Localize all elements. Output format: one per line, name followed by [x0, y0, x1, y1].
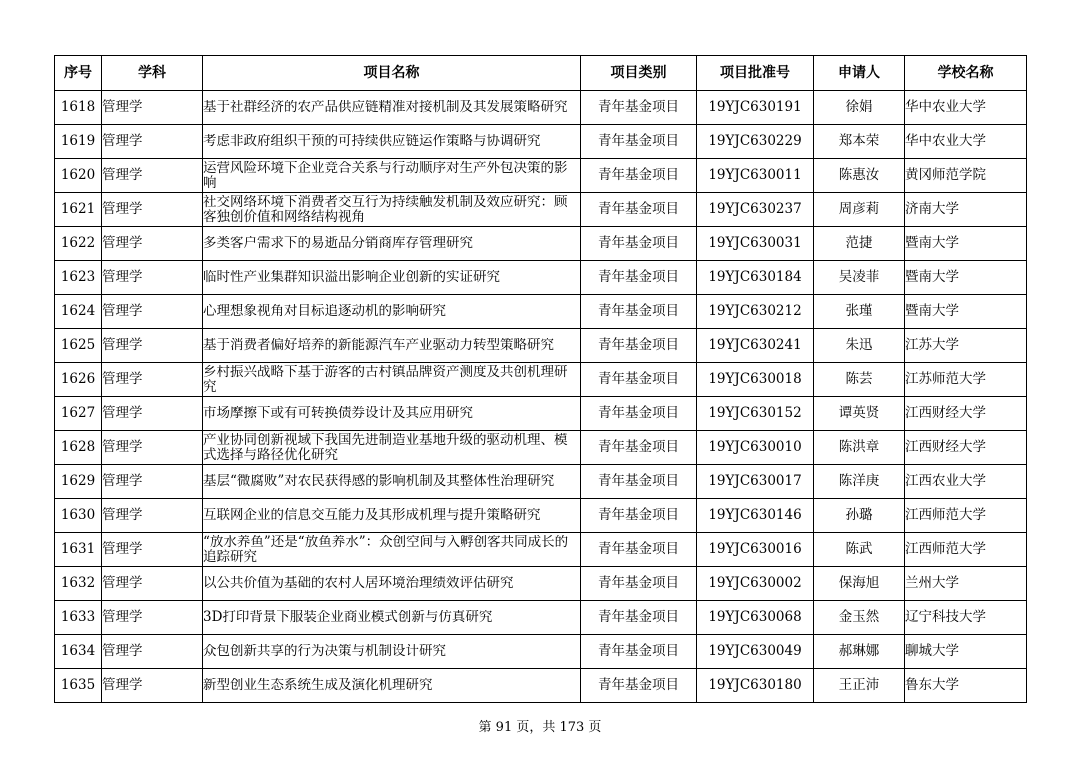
- cell-subject: 管理学: [102, 431, 203, 465]
- cell-project-name: [203, 295, 581, 329]
- cell-project-type: 青年基金项目: [581, 261, 697, 295]
- cell-subject: 管理学: [102, 499, 203, 533]
- cell-serial-number: 1632: [55, 567, 102, 601]
- cell-applicant: 周彦莉: [814, 193, 905, 227]
- cell-subject: 管理学: [102, 91, 203, 125]
- cell-project-type: 青年基金项目: [581, 363, 697, 397]
- cell-subject: 管理学: [102, 669, 203, 703]
- cell-approval-number: 19YJC630068: [697, 601, 814, 635]
- cell-subject: 管理学: [102, 567, 203, 601]
- cell-approval-number: 19YJC630241: [697, 329, 814, 363]
- cell-approval-number: 19YJC630212: [697, 295, 814, 329]
- cell-applicant: 谭英贤: [814, 397, 905, 431]
- cell-subject: 管理学: [102, 635, 203, 669]
- cell-subject: 管理学: [102, 363, 203, 397]
- project-name-text: 众包创新共享的行为决策与机制设计研究: [203, 644, 446, 659]
- cell-applicant: 吴凌菲: [814, 261, 905, 295]
- cell-project-name: [203, 193, 581, 227]
- cell-applicant: 陈洪章: [814, 431, 905, 465]
- cell-subject: 管理学: [102, 193, 203, 227]
- cell-serial-number: 1627: [55, 397, 102, 431]
- cell-approval-number: 19YJC630146: [697, 499, 814, 533]
- project-name-text: 以公共价值为基础的农村人居环境治理绩效评估研究: [203, 576, 514, 591]
- cell-school-name: 兰州大学: [905, 567, 1027, 601]
- cell-approval-number: 19YJC630002: [697, 567, 814, 601]
- cell-subject: 管理学: [102, 397, 203, 431]
- cell-project-type: 青年基金项目: [581, 533, 697, 567]
- project-name-text: 产业协同创新视域下我国先进制造业基地升级的驱动机理、模式选择与路径优化研究: [203, 432, 568, 463]
- cell-subject: 管理学: [102, 533, 203, 567]
- cell-project-name: [203, 669, 581, 703]
- project-name-text: 市场摩擦下或有可转换债券设计及其应用研究: [203, 406, 473, 421]
- cell-school-name: 江西财经大学: [905, 431, 1027, 465]
- cell-project-name: [203, 533, 581, 567]
- table-body: [55, 91, 1027, 703]
- cell-project-type: 青年基金项目: [581, 499, 697, 533]
- cell-project-name: [203, 125, 581, 159]
- cell-school-name: 辽宁科技大学: [905, 601, 1027, 635]
- cell-project-type: 青年基金项目: [581, 465, 697, 499]
- cell-approval-number: 19YJC630049: [697, 635, 814, 669]
- project-table: [54, 55, 1027, 703]
- header-subject: 学科: [102, 56, 203, 91]
- table-row: [55, 159, 1027, 193]
- cell-serial-number: 1635: [55, 669, 102, 703]
- cell-project-name: [203, 261, 581, 295]
- table-row: [55, 635, 1027, 669]
- project-name-text: 互联网企业的信息交互能力及其形成机理与提升策略研究: [203, 508, 541, 523]
- cell-project-type: 青年基金项目: [581, 431, 697, 465]
- table-row: [55, 431, 1027, 465]
- cell-serial-number: 1634: [55, 635, 102, 669]
- cell-school-name: 聊城大学: [905, 635, 1027, 669]
- header-project-name: 项目名称: [203, 56, 581, 91]
- cell-applicant: 陈洋庚: [814, 465, 905, 499]
- cell-project-name: [203, 465, 581, 499]
- cell-serial-number: 1625: [55, 329, 102, 363]
- table-row: [55, 533, 1027, 567]
- table-row: [55, 363, 1027, 397]
- header-school-name: 学校名称: [905, 56, 1027, 91]
- cell-project-name: [203, 635, 581, 669]
- table-row: [55, 227, 1027, 261]
- cell-school-name: 暨南大学: [905, 227, 1027, 261]
- header-applicant: 申请人: [814, 56, 905, 91]
- cell-project-type: 青年基金项目: [581, 669, 697, 703]
- cell-project-type: 青年基金项目: [581, 125, 697, 159]
- cell-approval-number: 19YJC630031: [697, 227, 814, 261]
- cell-applicant: 郝琳娜: [814, 635, 905, 669]
- cell-project-name: [203, 499, 581, 533]
- cell-school-name: 鲁东大学: [905, 669, 1027, 703]
- cell-applicant: 金玉然: [814, 601, 905, 635]
- cell-serial-number: 1626: [55, 363, 102, 397]
- cell-applicant: 陈惠汝: [814, 159, 905, 193]
- cell-approval-number: 19YJC630016: [697, 533, 814, 567]
- table-row: [55, 397, 1027, 431]
- cell-school-name: 华中农业大学: [905, 125, 1027, 159]
- cell-applicant: 徐娟: [814, 91, 905, 125]
- cell-project-name: [203, 363, 581, 397]
- cell-applicant: 张瑾: [814, 295, 905, 329]
- cell-subject: 管理学: [102, 159, 203, 193]
- cell-project-name: [203, 91, 581, 125]
- project-name-text: “放水养鱼”还是“放鱼养水”：众创空间与入孵创客共同成长的追踪研究: [203, 534, 569, 565]
- cell-approval-number: 19YJC630017: [697, 465, 814, 499]
- project-name-text: 社交网络环境下消费者交互行为持续触发机制及效应研究：顾客独创价值和网络结构视角: [203, 194, 568, 225]
- cell-serial-number: 1621: [55, 193, 102, 227]
- cell-applicant: 保海旭: [814, 567, 905, 601]
- cell-project-name: [203, 431, 581, 465]
- cell-approval-number: 19YJC630180: [697, 669, 814, 703]
- cell-school-name: 江西财经大学: [905, 397, 1027, 431]
- cell-project-name: [203, 397, 581, 431]
- cell-approval-number: 19YJC630229: [697, 125, 814, 159]
- cell-approval-number: 19YJC630152: [697, 397, 814, 431]
- cell-project-name: [203, 567, 581, 601]
- project-name-text: 运营风险环境下企业竞合关系与行动顺序对生产外包决策的影响: [203, 160, 568, 191]
- cell-subject: 管理学: [102, 125, 203, 159]
- project-name-text: 乡村振兴战略下基于游客的古村镇品牌资产测度及共创机理研究: [203, 364, 568, 395]
- cell-project-name: [203, 227, 581, 261]
- header-serial-number: 序号: [55, 56, 102, 91]
- project-name-text: 基于消费者偏好培养的新能源汽车产业驱动力转型策略研究: [203, 338, 554, 353]
- cell-approval-number: 19YJC630237: [697, 193, 814, 227]
- cell-subject: 管理学: [102, 329, 203, 363]
- cell-subject: 管理学: [102, 261, 203, 295]
- cell-school-name: 江苏师范大学: [905, 363, 1027, 397]
- cell-serial-number: 1630: [55, 499, 102, 533]
- cell-project-type: 青年基金项目: [581, 193, 697, 227]
- cell-serial-number: 1629: [55, 465, 102, 499]
- cell-school-name: 济南大学: [905, 193, 1027, 227]
- cell-project-type: 青年基金项目: [581, 159, 697, 193]
- cell-subject: 管理学: [102, 465, 203, 499]
- cell-applicant: 孙璐: [814, 499, 905, 533]
- cell-project-name: [203, 601, 581, 635]
- cell-approval-number: 19YJC630018: [697, 363, 814, 397]
- cell-serial-number: 1620: [55, 159, 102, 193]
- cell-subject: 管理学: [102, 227, 203, 261]
- project-name-text: 多类客户需求下的易逝品分销商库存管理研究: [203, 236, 473, 251]
- header-project-type: 项目类别: [581, 56, 697, 91]
- cell-school-name: 黄冈师范学院: [905, 159, 1027, 193]
- cell-serial-number: 1623: [55, 261, 102, 295]
- cell-school-name: 暨南大学: [905, 295, 1027, 329]
- table-row: [55, 601, 1027, 635]
- project-name-text: 3D打印背景下服装企业商业模式创新与仿真研究: [203, 610, 493, 625]
- cell-serial-number: 1633: [55, 601, 102, 635]
- table-row: [55, 567, 1027, 601]
- cell-school-name: 华中农业大学: [905, 91, 1027, 125]
- header-approval-number: 项目批准号: [697, 56, 814, 91]
- page-footer: 第 91 页，共 173 页: [478, 720, 602, 735]
- cell-applicant: 陈芸: [814, 363, 905, 397]
- cell-project-type: 青年基金项目: [581, 329, 697, 363]
- cell-project-type: 青年基金项目: [581, 397, 697, 431]
- cell-project-type: 青年基金项目: [581, 635, 697, 669]
- table-row: [55, 295, 1027, 329]
- project-name-text: 基于社群经济的农产品供应链精准对接机制及其发展策略研究: [203, 100, 568, 115]
- cell-school-name: 江西师范大学: [905, 499, 1027, 533]
- project-name-text: 新型创业生态系统生成及演化机理研究: [203, 678, 433, 693]
- cell-project-type: 青年基金项目: [581, 601, 697, 635]
- cell-applicant: 范捷: [814, 227, 905, 261]
- table-row: [55, 261, 1027, 295]
- cell-serial-number: 1622: [55, 227, 102, 261]
- project-name-text: 考虑非政府组织干预的可持续供应链运作策略与协调研究: [203, 134, 541, 149]
- cell-serial-number: 1631: [55, 533, 102, 567]
- table-row: [55, 329, 1027, 363]
- cell-project-type: 青年基金项目: [581, 91, 697, 125]
- cell-applicant: 郑本荣: [814, 125, 905, 159]
- cell-serial-number: 1618: [55, 91, 102, 125]
- cell-school-name: 暨南大学: [905, 261, 1027, 295]
- table-header-row: [55, 56, 1027, 91]
- cell-school-name: 江西师范大学: [905, 533, 1027, 567]
- cell-serial-number: 1619: [55, 125, 102, 159]
- cell-subject: 管理学: [102, 601, 203, 635]
- project-name-text: 临时性产业集群知识溢出影响企业创新的实证研究: [203, 270, 500, 285]
- cell-applicant: 朱迅: [814, 329, 905, 363]
- cell-serial-number: 1628: [55, 431, 102, 465]
- cell-applicant: 陈武: [814, 533, 905, 567]
- project-name-text: 心理想象视角对目标追逐动机的影响研究: [203, 304, 446, 319]
- cell-project-type: 青年基金项目: [581, 295, 697, 329]
- table-row: [55, 499, 1027, 533]
- cell-approval-number: 19YJC630010: [697, 431, 814, 465]
- cell-project-name: [203, 159, 581, 193]
- cell-school-name: 江西农业大学: [905, 465, 1027, 499]
- cell-school-name: 江苏大学: [905, 329, 1027, 363]
- table-row: [55, 465, 1027, 499]
- cell-approval-number: 19YJC630191: [697, 91, 814, 125]
- cell-applicant: 王正沛: [814, 669, 905, 703]
- cell-approval-number: 19YJC630184: [697, 261, 814, 295]
- table-row: [55, 125, 1027, 159]
- project-name-text: 基层“微腐败”对农民获得感的影响机制及其整体性治理研究: [203, 474, 555, 489]
- table-row: [55, 91, 1027, 125]
- cell-approval-number: 19YJC630011: [697, 159, 814, 193]
- cell-project-type: 青年基金项目: [581, 567, 697, 601]
- table-row: [55, 193, 1027, 227]
- cell-subject: 管理学: [102, 295, 203, 329]
- table-row: [55, 669, 1027, 703]
- cell-serial-number: 1624: [55, 295, 102, 329]
- cell-project-type: 青年基金项目: [581, 227, 697, 261]
- cell-project-name: [203, 329, 581, 363]
